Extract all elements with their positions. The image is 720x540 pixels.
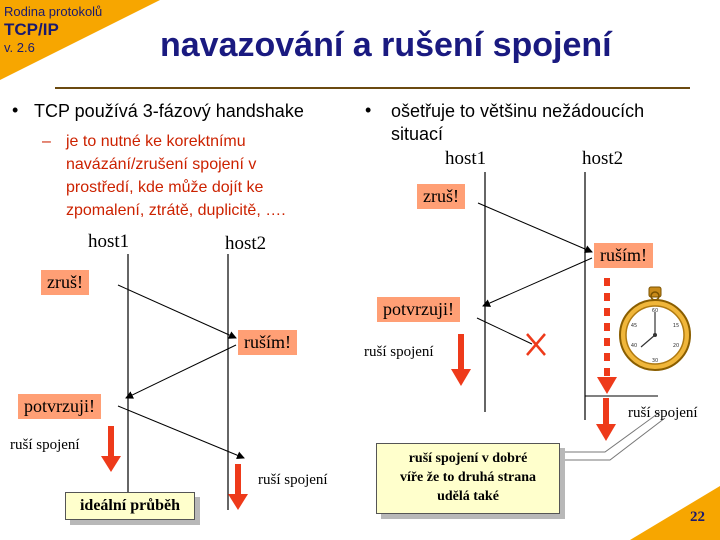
- svg-text:60: 60: [651, 308, 659, 314]
- left-rusi-spojeni-host2: ruší spojení: [258, 472, 328, 488]
- left-bullet-marker: •: [12, 100, 19, 120]
- sub-bullet-dash: –: [42, 133, 51, 150]
- svg-text:20: 20: [672, 343, 680, 349]
- left-arrow-potvrzuji: [118, 406, 244, 458]
- right-bullet-line-1: ošetřuje to většinu nežádoucích: [391, 101, 645, 121]
- svg-text:40: 40: [630, 343, 638, 349]
- right-arrow-rusim: [483, 258, 592, 306]
- right-red-arrow-2: [596, 398, 616, 441]
- left-red-arrow-1: [101, 426, 121, 472]
- right-msg-potvrzuji: potvrzuji!: [377, 297, 460, 322]
- left-host2-label: host2: [225, 233, 267, 254]
- version-label: v. 2.6: [4, 40, 35, 55]
- right-bullet-line-2: situací: [391, 124, 444, 144]
- left-rusi-spojeni-host1: ruší spojení: [10, 437, 80, 453]
- right-arrow-zrus: [478, 203, 592, 252]
- right-host1-label: host1: [445, 148, 487, 169]
- sub-bullet-line-2: navázání/zrušení spojení v: [66, 156, 257, 173]
- course-name: Rodina protokolů: [4, 4, 103, 19]
- right-rusi-spojeni-host2: ruší spojení: [628, 405, 698, 421]
- note-line-3: udělá také: [437, 489, 499, 504]
- svg-text:30: 30: [651, 358, 659, 364]
- sub-bullet-line-4: zpomalení, ztrátě, duplicitě, ….: [66, 202, 286, 219]
- page-number: 22: [690, 509, 705, 525]
- left-msg-rusim: ruším!: [238, 330, 297, 355]
- left-arrow-rusim: [126, 345, 236, 398]
- lost-message-x-icon: [527, 334, 545, 355]
- slide-title: navazování a rušení spojení: [160, 26, 612, 64]
- sub-bullet-line-3: prostředí, kde může dojít ke: [66, 179, 264, 196]
- right-red-arrow-dotted: [597, 278, 617, 394]
- left-host1-label: host1: [88, 231, 130, 252]
- left-arrow-zrus: [118, 285, 236, 338]
- right-msg-rusim: ruším!: [594, 243, 653, 268]
- ideal-course-label: ideální průběh: [65, 492, 195, 520]
- sub-bullet-line-1: je to nutné ke korektnímu: [66, 133, 246, 150]
- right-rusi-spojeni-host1: ruší spojení: [364, 344, 434, 360]
- stopwatch-icon: [620, 287, 690, 370]
- note-line-1: ruší spojení v dobré: [408, 451, 528, 466]
- right-red-arrow-1: [451, 334, 471, 386]
- left-msg-zrus: zruš!: [41, 270, 89, 295]
- left-msg-potvrzuji: potvrzuji!: [18, 394, 101, 419]
- svg-text:45: 45: [630, 323, 638, 329]
- left-red-arrow-2: [228, 464, 248, 510]
- right-bullet-marker: •: [365, 100, 372, 120]
- right-msg-zrus: zruš!: [417, 184, 465, 209]
- left-bullet-text: TCP používá 3-fázový handshake: [34, 101, 304, 121]
- svg-text:15: 15: [672, 323, 680, 329]
- note-line-2: víře že to druhá strana: [399, 470, 537, 485]
- good-faith-note: [376, 443, 560, 514]
- course-subtitle: TCP/IP: [4, 20, 59, 39]
- right-host2-label: host2: [582, 148, 624, 169]
